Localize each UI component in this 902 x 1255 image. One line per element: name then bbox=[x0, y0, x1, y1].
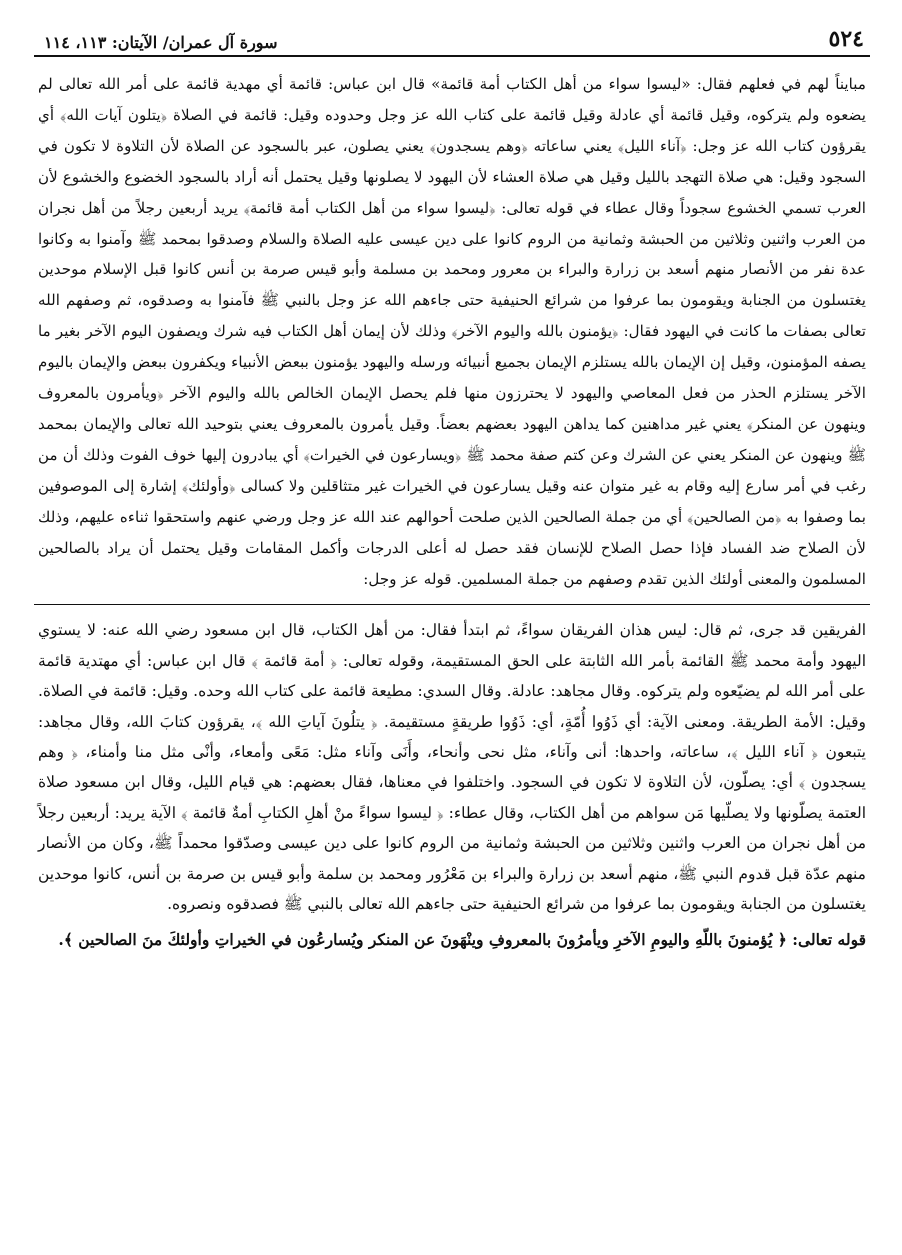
lower-paragraph-1: الفريقين قد جرى، ثم قال: ليس هذان الفريقان سواءً، ثم ابتدأ فقال: من أهل الكتاب، قال ابن مسعود رضي الله عنه: لا يستوي اليهود وأمة محمد ﷺ القائمة بأمر الله الثابتة على الحق المستقيمة، وقوله تعالى: ﴿ أمة قائمة ﴾ قال ابن عباس: أي مهتدية قائمة على أمر الله لم يضيّعوه ولم يتركوه. وقال مجاهد: عادلة. وقال السدي: مطيعة قائمة على كتاب الله وحده. وقيل: قائمة في الصلاة. وقيل: الأمة الطريقة. ومعنى الآية: أي ذَوُوا أُمّةٍ، أي: ذَوُوا طريقةٍ مستقيمة. ﴿ يتلُونَ آياتِ الله ﴾، يقرؤون كتابَ الله، وقال مجاهد: يتبعون ﴿ آناء الليل ﴾، ساعاته، واحدها: أنى وآناء، مثل نحى وأنحاء، وأَنَى وآناء مثل: مَعًى وأمعاء، وأنْى مثل منا وأمناء، ﴿ وهم يسجدون ﴾ أي: يصلّون، لأن التلاوة لا تكون في السجود. واختلفوا في معناها، فقال بعضهم: هي قيام الليل، وقال ابن مسعود صلاة العتمة يصلّونها ولا يصلّيها مَن سواهم من أهل الكتاب، وقال عطاء: ﴿ ليسوا سواءً منْ أهلِ الكتابِ أمةٌ قائمة ﴾ الآية يريد: أربعين رجلاً من أهل نجران من العرب واثنين وثلاثين من الحبشة وثمانية من الروم كانوا على دين عيسى وصدّقوا محمداً ﷺ، وكان من الأنصار منهم عدّة قبل قدوم النبي ﷺ، منهم أسعد بن زرارة والبراء بن مَعْرُور ومحمد بن سلمة وأبو قيس بن صرمة بن أنس، كانوا موحدين يغتسلون من الجنابة ويقومون بما عرفوا من شرائع الحنيفية حتى جاءهم الله تعالى بالنبي ﷺ فصدقوه ونصروه. bbox=[38, 621, 866, 914]
running-head: سورة آل عمران/ الآيتان: ١١٣، ١١٤ bbox=[44, 33, 278, 52]
page-header bbox=[34, 22, 870, 57]
main-commentary bbox=[34, 69, 870, 594]
lower-paragraph-2: قوله تعالى: ﴿ يُؤمنونَ باللّهِ واليومِ الآخرِ ويأمرُونَ بالمعروفِ وينْهَونَ عن المنكر ويُسارعُون في الخيراتِ وأولئكَ منَ الصالحين ﴾. bbox=[58, 930, 866, 950]
page-number: ٥٢٤ bbox=[828, 26, 864, 52]
lower-commentary bbox=[34, 615, 870, 955]
main-paragraph: مبايناً لهم في فعلهم فقال: «ليسوا سواء من أهل الكتاب أمة قائمة» قال ابن عباس: قائمة أي مهدية قائمة على أمر الله تعالى لم يضعوه ولم يتركوه، وقيل قائمة أي عادلة وقيل قائمة على كتاب الله عز وجل وحدوده وقيل: قائمة في الصلاة ﴿يتلون آيات الله﴾ أي يقرؤون كتاب الله عز وجل: ﴿آناء الليل﴾ يعني ساعاته ﴿وهم يسجدون﴾ يعني يصلون، عبر بالسجود عن الصلاة لأن التلاوة لا تكون في السجود وقيل: هي صلاة التهجد بالليل وقيل هي صلاة العشاء لأن اليهود لا يصلونها وقيل يحتمل أنه أراد بالسجود الخضوع والخشوع لأن العرب تسمي الخشوع سجوداً وقال عطاء في قوله تعالى: ﴿ليسوا سواء من أهل الكتاب أمة قائمة﴾ يريد أربعين رجلاً من أهل نجران من العرب واثنين وثلاثين من الحبشة وثمانية من الروم كانوا على دين عيسى عليه الصلاة والسلام وصدقوا بمحمد ﷺ وآمنوا به وكانوا عدة نفر من الأنصار منهم أسعد بن زرارة والبراء بن معرور ومحمد بن مسلمة وأبو قيس صرمة بن أنس كانوا قبل الإسلام موحدين يغتسلون من الجنابة ويقومون بما عرفوا من شرائع الحنيفية حتى جاءهم الله عز وجل بالنبي ﷺ فآمنوا به وصدقوه، ثم وصفهم الله تعالى بصفات ما كانت في اليهود فقال: ﴿يؤمنون بالله واليوم الآخر﴾ وذلك لأن إيمان أهل الكتاب فيه شرك ويصفون اليوم الآخر بغير ما يصفه المؤمنون، وقيل إن الإيمان بالله يستلزم الإيمان بجميع أنبيائه ورسله واليهود يؤمنون ببعض الأنبياء ويكفرون ببعض والإيمان باليوم الآخر يستلزم الحذر من فعل المعاصي واليهود لا يحترزون منها فلم يحصل الإيمان الخالص بالله واليوم الآخر ﴿ويأمرون بالمعروف وينهون عن المنكر﴾ يعني غير مداهنين كما يداهن اليهود بعضهم بعضاً. وقيل يأمرون بالمعروف يعني بتوحيد الله تعالى والإيمان بمحمد ﷺ وينهون عن المنكر يعني عن الشرك وعن كتم صفة محمد ﷺ ﴿ويسارعون في الخيرات﴾ أي يبادرون إليها خوف الفوت وذلك أن من رغب في أمر سارع إليه وقام به غير متوان عنه وقيل يسارعون في الخيرات غير متثاقلين ولا كسالى ﴿وأولئك﴾ إشارة إلى الموصوفين بما وصفوا به ﴿من الصالحين﴾ أي من جملة الصالحين الذين صلحت أحوالهم عند الله عز وجل ورضي عنهم واستحقوا ثناءه عليهم، وذلك لأن الصلاح ضد الفساد فإذا حصل الصلاح للإنسان فقد حصل له أعلى الدرجات وأكمل المقامات وقيل يحتمل أن يراد بالصالحين المسلمون والمعنى أولئك الذين تقدم وصفهم من جملة المسلمين. قوله عز وجل: bbox=[38, 75, 866, 588]
footnote-divider bbox=[34, 604, 870, 605]
